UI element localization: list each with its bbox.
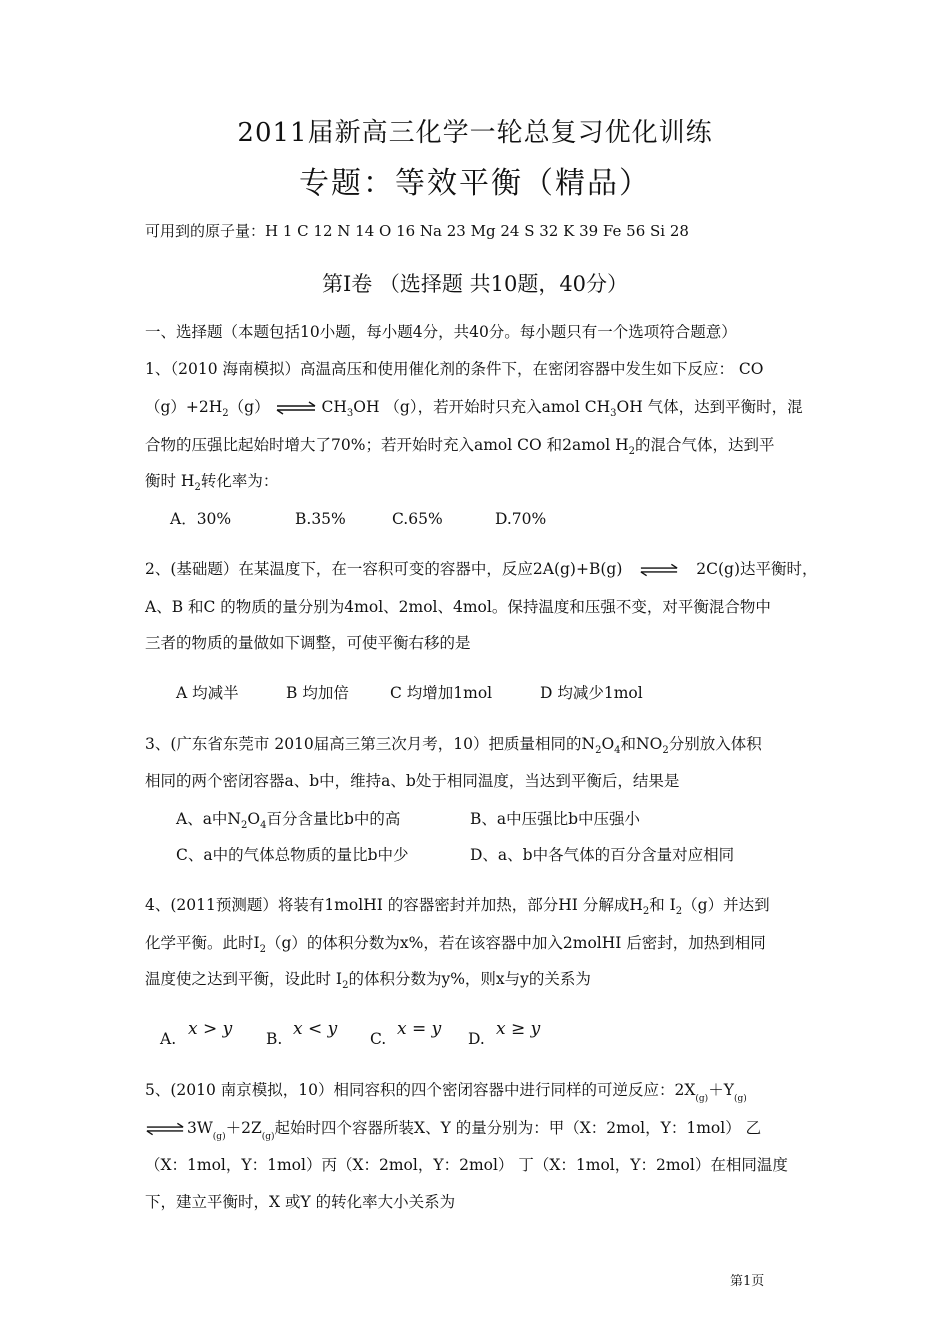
question-4-option-d-label: D. bbox=[468, 1030, 485, 1048]
question-1-line-1: 1、（2010 海南模拟）高温高压和使用催化剂的条件下，在密闭容器中发生如下反应： CO bbox=[145, 360, 764, 378]
question-1-option-c: C.65% bbox=[392, 510, 443, 528]
equilibrium-arrow-icon bbox=[639, 563, 679, 577]
question-1-line-3: 合物的压强比起始时增大了70%；若开始时充入amol CO 和2amol $H_2$的混合气体，达到平 bbox=[145, 436, 775, 457]
question-2-line-2: A、B 和C 的物质的量分别为4mol、2mol、4mol。保持温度和压强不变，对平衡混合物中 bbox=[145, 598, 771, 616]
question-5-line-4: 下，建立平衡时，X 或Y 的转化率大小关系为 bbox=[145, 1193, 456, 1211]
question-5-line-2: $3W_{(g)}+2Z_{(g)}$起始时四个容器所装X、Y 的量分别为：甲（X：2mol，Y：1mol） 乙 bbox=[145, 1117, 761, 1148]
question-2-line-1: 2、(基础题）在某温度下，在一容积可变的容器中，反应2A(g)+B(g) 2C(g)达平衡时， bbox=[145, 560, 818, 578]
question-5-line-3: （X：1mol，Y：1mol）丙（X：2mol，Y：2mol） 丁（X：1mol，Y：2mol）在相同温度 bbox=[145, 1156, 788, 1174]
question-4-option-c-label: C. bbox=[370, 1030, 387, 1048]
question-3-option-a: A、a中$N_2O_4$百分含量比b中的高 bbox=[176, 810, 401, 831]
question-2-option-a: A 均减半 bbox=[176, 684, 239, 702]
question-1-option-a: A．30% bbox=[170, 510, 232, 528]
question-3-line-1: 3、(广东省东莞市 2010届高三第三次月考，10）把质量相同的$N_2O_4$和$NO_2$分别放入体积 bbox=[145, 735, 762, 756]
question-3-option-b: B、a中压强比b中压强小 bbox=[470, 810, 641, 828]
atomic-masses-line: 可用到的原子量：H 1 C 12 N 14 O 16 Na 23 Mg 24 S 32 K 39 Fe 56 Si 28 bbox=[145, 222, 689, 240]
equilibrium-arrow-icon bbox=[145, 1122, 185, 1136]
document-title: 2011届新高三化学一轮总复习优化训练 bbox=[237, 118, 713, 148]
question-4-option-c-expr: x = y bbox=[397, 1019, 442, 1039]
question-1-line-2: $(g)+2H_2(g)$ $CH_3OH$ （g），若开始时只充入amol $CH_3OH$ 气体，达到平衡时，混 bbox=[145, 398, 803, 419]
question-1-option-b: B.35% bbox=[295, 510, 346, 528]
question-4-option-b-label: B. bbox=[266, 1030, 283, 1048]
question-1-line-4: 衡时 $H_2$转化率为： bbox=[145, 472, 279, 493]
question-4-line-3: 温度使之达到平衡，设此时 $I_2$的体积分数为y%，则x与y的关系为 bbox=[145, 970, 591, 991]
question-4-option-a-label: A. bbox=[160, 1030, 177, 1048]
question-4-line-1: 4、(2011预测题）将装有1molHI 的容器密封并加热，部分HI 分解成$H_2$和 $I_2(g)$并达到 bbox=[145, 896, 770, 917]
question-2-option-b: B 均加倍 bbox=[286, 684, 349, 702]
document-subtitle: 专题：等效平衡（精品） bbox=[299, 166, 651, 201]
section-heading: 一、选择题（本题包括10小题，每小题4分，共40分。每小题只有一个选项符合题意） bbox=[145, 323, 737, 341]
equilibrium-arrow-icon bbox=[275, 401, 317, 415]
question-2-option-d: D 均减少1mol bbox=[540, 684, 643, 702]
question-4-option-d-expr: x ≥ y bbox=[496, 1019, 541, 1039]
question-4-option-a-expr: x > y bbox=[188, 1019, 233, 1039]
question-5-line-1: 5、(2010 南京模拟，10）相同容积的四个密闭容器中进行同样的可逆反应：$2X_{(g)}+Y_{(g)}$ bbox=[145, 1081, 747, 1104]
question-3-option-c: C、a中的气体总物质的量比b中少 bbox=[176, 846, 409, 864]
question-2-option-c: C 均增加1mol bbox=[390, 684, 493, 702]
question-1-option-d: D.70% bbox=[495, 510, 547, 528]
question-3-line-2: 相同的两个密闭容器a、b中，维持a、b处于相同温度，当达到平衡后，结果是 bbox=[145, 772, 680, 790]
page-number: 第1页 bbox=[730, 1274, 765, 1289]
volume-heading: 第Ⅰ卷 （选择题 共10题，40分） bbox=[321, 272, 629, 296]
question-3-option-d: D、a、b中各气体的百分含量对应相同 bbox=[470, 846, 735, 864]
question-4-line-2: 化学平衡。此时$I_2(g)$的体积分数为x%，若在该容器中加入2molHI 后密封，加热到相同 bbox=[145, 934, 766, 955]
question-4-option-b-expr: x < y bbox=[293, 1019, 338, 1039]
question-2-line-3: 三者的物质的量做如下调整，可使平衡右移的是 bbox=[145, 634, 471, 652]
